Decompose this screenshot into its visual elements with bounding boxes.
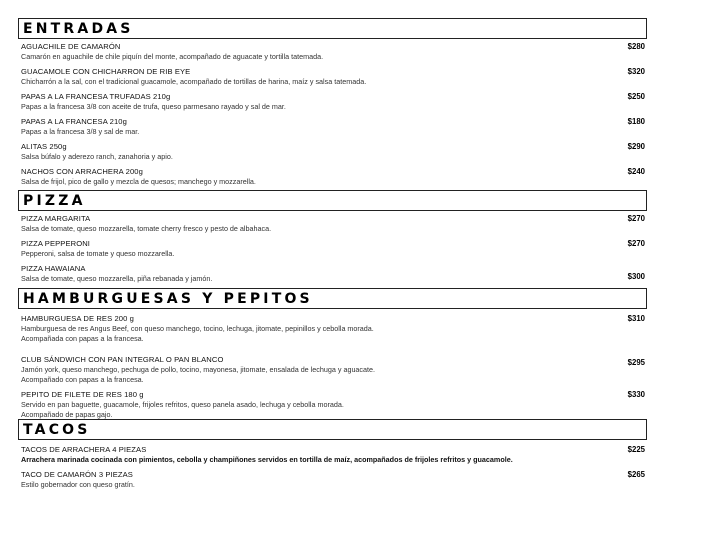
item-description: Camarón en aguachile de chile piquín del monte, acompañado de aguacate y tortilla tatemada. — [21, 52, 324, 61]
menu-item-nachos — [21, 167, 647, 187]
menu-item-taco-camaron — [21, 470, 647, 490]
item-description: Jamón york, queso manchego, pechuga de pollo, tocino, mayonesa, jitomate, ensalada de lechuga y aguacate. — [21, 365, 376, 374]
item-name: PAPAS A LA FRANCESA 210g — [21, 117, 127, 126]
item-price: $300 — [627, 272, 645, 281]
section-title: HAMBURGUESAS Y PEPITOS — [23, 291, 313, 307]
item-description: Chicharrón a la sal, con el tradicional guacamole, acompañado de tortillas de harina, maíz y salsa tatemada. — [21, 77, 367, 86]
item-price: $270 — [627, 214, 645, 223]
item-name: GUACAMOLE CON CHICHARRON DE RIB EYE — [21, 67, 191, 76]
menu-item-pizza-pepperoni — [21, 239, 647, 259]
item-price: $240 — [627, 167, 645, 176]
item-name: HAMBURGUESA DE RES 200 g — [21, 314, 134, 323]
item-name: AGUACHILE DE CAMARÓN — [21, 42, 121, 51]
section-header-hamburguesas — [18, 288, 647, 309]
item-price: $295 — [627, 358, 645, 367]
menu-item-hamburguesa — [21, 314, 647, 343]
item-price: $280 — [627, 42, 645, 51]
item-price: $290 — [627, 142, 645, 151]
item-name: PEPITO DE FILETE DE RES 180 g — [21, 390, 144, 399]
item-description: Estilo gobernador con queso gratín. — [21, 480, 135, 489]
item-name: PIZZA MARGARITA — [21, 214, 91, 223]
item-price: $330 — [627, 390, 645, 399]
item-description-extra: Acompañado de papas gajo. — [21, 409, 113, 419]
menu-item-papas-francesa — [21, 117, 647, 137]
item-description: Salsa de frijol, pico de gallo y mezcla de quesos; manchego y mozzarella. — [21, 177, 256, 186]
menu-item-papas-trufadas — [21, 92, 647, 112]
item-description: Arrachera marinada cocinada con pimientos, cebolla y champiñones servidos en tortilla de maíz, acompañados de frijoles refritos y guacamole. — [21, 455, 513, 464]
item-name: CLUB SÁNDWICH CON PAN INTEGRAL O PAN BLANCO — [21, 355, 224, 364]
item-price: $270 — [627, 239, 645, 248]
item-name: ALITAS 250g — [21, 142, 67, 151]
item-price: $320 — [627, 67, 645, 76]
item-price: $250 — [627, 92, 645, 101]
menu-item-pizza-hawaiana — [21, 264, 647, 284]
item-description: Papas a la francesa 3/8 con aceite de trufa, queso parmesano rayado y sal de mar. — [21, 102, 286, 111]
item-description-extra: Acompañada con papas a la francesa. — [21, 333, 144, 343]
item-description: Papas a la francesa 3/8 y sal de mar. — [21, 127, 140, 136]
section-header-pizza — [18, 190, 647, 211]
menu-item-guacamole — [21, 67, 647, 87]
item-name: PIZZA HAWAIANA — [21, 264, 86, 273]
item-description: Pepperoni, salsa de tomate y queso mozzarella. — [21, 249, 175, 258]
section-title: ENTRADAS — [23, 21, 134, 37]
item-description: Servido en pan baguette, guacamole, frijoles refritos, queso panela asado, lechuga y cebolla morada. — [21, 400, 344, 409]
section-header-entradas — [18, 18, 647, 39]
item-description: Salsa búfalo y aderezo ranch, zanahoria y apio. — [21, 152, 173, 161]
item-description: Salsa de tomate, queso mozzarella, piña rebanada y jamón. — [21, 274, 213, 283]
menu-item-pepito — [21, 390, 647, 419]
item-name: NACHOS CON ARRACHERA 200g — [21, 167, 143, 176]
section-header-tacos — [18, 419, 647, 440]
item-name: PIZZA PEPPERONI — [21, 239, 91, 248]
menu-item-aguachile — [21, 42, 647, 62]
item-price: $180 — [627, 117, 645, 126]
item-name: TACOS DE ARRACHERA 4 PIEZAS — [21, 445, 147, 454]
section-title: TACOS — [23, 422, 91, 438]
item-description: Salsa de tomate, queso mozzarella, tomate cherry fresco y pesto de albahaca. — [21, 224, 272, 233]
item-name: PAPAS A LA FRANCESA TRUFADAS 210g — [21, 92, 171, 101]
menu-item-club-sandwich — [21, 355, 647, 384]
item-price: $265 — [627, 470, 645, 479]
item-name: TACO DE CAMARÓN 3 PIEZAS — [21, 470, 133, 479]
item-description-extra: Acompañado con papas a la francesa. — [21, 374, 144, 384]
menu-item-alitas — [21, 142, 647, 162]
item-price: $225 — [627, 445, 645, 454]
item-price: $310 — [627, 314, 645, 323]
menu-item-pizza-margarita — [21, 214, 647, 234]
menu-item-tacos-arrachera — [21, 445, 647, 465]
section-title: PIZZA — [23, 193, 86, 209]
item-description: Hamburguesa de res Angus Beef, con queso manchego, tocino, lechuga, jitomate, pepinillos y cebolla morada. — [21, 324, 374, 333]
